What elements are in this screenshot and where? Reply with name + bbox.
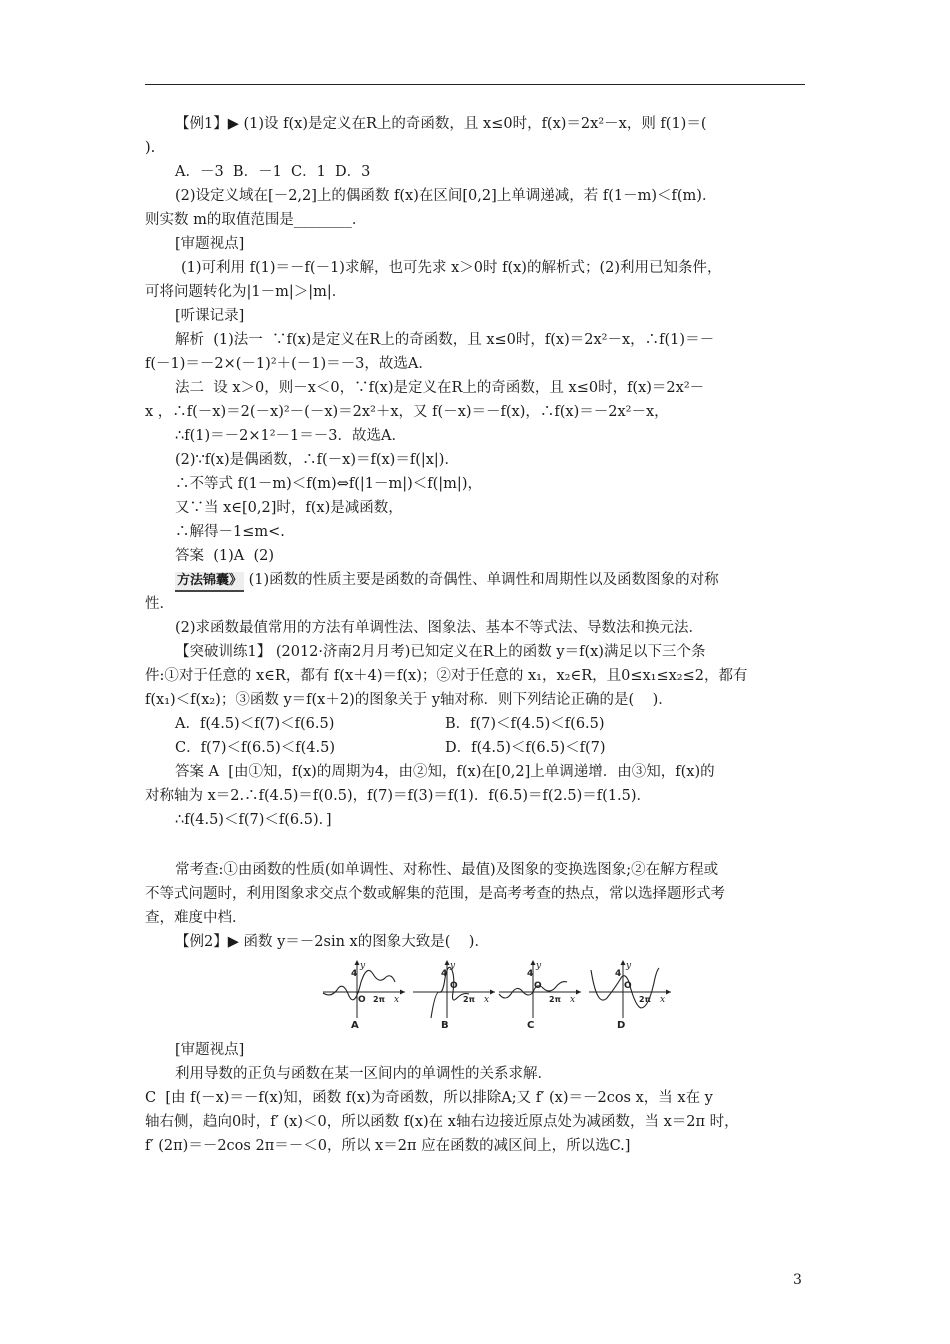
option-b: B．f(7)＜f(4.5)＜f(6.5) xyxy=(445,716,605,732)
graph-b-caption: B xyxy=(441,1020,449,1031)
graph-b-origin: O xyxy=(450,981,458,991)
example1-part2-line1: (2)设定义域在[－2,2]上的偶函数 f(x)在区间[0,2]上单调递减，若 f(1－m)＜f(m)． xyxy=(175,188,717,204)
example1-line2: ). xyxy=(145,140,156,156)
option-a: A．f(4.5)＜f(7)＜f(6.5) xyxy=(175,716,335,732)
graph-b-y-label: y xyxy=(450,961,456,971)
graph-d-label-4: 4 xyxy=(615,969,622,979)
example1-part2-line2: 则实数 m的取值范围是________． xyxy=(145,212,367,228)
graph-d-y-label: y xyxy=(626,961,632,971)
graph-option-c xyxy=(495,958,585,1032)
example2-shenti-text: 利用导数的正负与函数在某一区间内的单调性的关系求解． xyxy=(175,1066,552,1082)
training1-answer-line1: 答案 A [由①知，f(x)的周期为4，由②知，f(x)在[0,2]上单调递增．由③知，f(x)的 xyxy=(175,764,715,780)
header-rule xyxy=(145,84,805,85)
answer-line: 答案 (1)A (2) xyxy=(175,548,274,564)
training1-answer-line2: 对称轴为 x＝2.∴f(4.5)＝f(0.5)，f(7)＝f(3)＝f(1)．f(6.5)＝f(2.5)＝f(1.5)． xyxy=(145,788,652,804)
solution-line4: x ，∴f(－x)＝2(－x)²－(－x)＝2x²＋x，又 f(－x)＝－f(x)，∴f(x)＝－2x²－x， xyxy=(145,404,669,420)
training1-line2: 件:①对于任意的 x∈R，都有 f(x＋4)＝f(x)；②对于任意的 x₁，x₂∈R，且0≤x₁≤x₂≤2，都有 xyxy=(145,668,748,684)
graph-option-a xyxy=(319,958,409,1032)
example2-shenti-heading: [审题视点] xyxy=(175,1042,245,1058)
example1-choices: A．－3 B．－1 C．1 D．3 xyxy=(175,164,371,180)
graph-option-b xyxy=(409,958,499,1032)
training1-answer-line3: ∴f(4.5)＜f(7)＜f(6.5)．] xyxy=(175,812,332,828)
graph-b-label-4: 4 xyxy=(441,969,448,979)
example2-figures xyxy=(145,958,811,1032)
graph-c-caption: C xyxy=(527,1020,535,1031)
graph-a-x-label: x xyxy=(394,995,400,1005)
tingke-heading: [听课记录] xyxy=(175,308,245,324)
method-tips-label: 方法锦囊》 xyxy=(175,572,244,592)
solution-line1: 解析 (1)法一 ∵f(x)是定义在R上的奇函数，且 x≤0时，f(x)＝2x²－x，∴f(1)＝－ xyxy=(175,332,715,348)
method-tips-line xyxy=(145,568,811,592)
graph-a-caption: A xyxy=(351,1020,359,1031)
solution-line9: ∴解得－1≤m<. xyxy=(175,524,285,540)
graph-a-tick: 2π xyxy=(373,995,385,1004)
training1-line3: f(x₁)＜f(x₂)；③函数 y＝f(x＋2)的图象关于 y轴对称．则下列结论正确的是( )． xyxy=(145,692,673,708)
graph-c-tick: 2π xyxy=(549,995,561,1004)
shenti-text-line1: (1)可利用 f(1)＝－f(－1)求解，也可先求 x＞0时 f(x)的解析式；(2)利用已知条件， xyxy=(181,260,722,276)
solution-line2: f(－1)＝－2×(－1)²＋(－1)＝－3，故选A． xyxy=(145,356,433,372)
option-d: D．f(4.5)＜f(6.5)＜f(7) xyxy=(445,740,606,756)
graph-a-label-4: 4 xyxy=(351,969,358,979)
graph-c-x-label: x xyxy=(570,995,576,1005)
method-tips-text: (1)函数的性质主要是函数的奇偶性、单调性和周期性以及函数图象的对称 xyxy=(248,572,719,588)
graph-b-x-label: x xyxy=(484,995,490,1005)
graph-option-d xyxy=(585,958,675,1032)
method-tips-line2: 性． xyxy=(145,596,174,612)
document-body xyxy=(145,112,811,1158)
graph-d-tick: 2π xyxy=(639,995,651,1004)
training1-options-row2 xyxy=(145,736,811,760)
method-tips-line3: (2)求函数最值常用的方法有单调性法、图象法、基本不等式法、导数法和换元法． xyxy=(175,620,704,636)
option-c: C．f(7)＜f(6.5)＜f(4.5) xyxy=(175,740,335,756)
graph-a-y-label: y xyxy=(360,961,366,971)
changkao-line3: 查，难度中档． xyxy=(145,910,247,926)
example2-solution-line3: f′ (2π)＝－2cos 2π＝－＜0，所以 x＝2π 应在函数的减区间上，所以选C.] xyxy=(145,1138,631,1154)
graph-b-tick: 2π xyxy=(463,995,475,1004)
changkao-line2: 不等式问题时，利用图象求交点个数或解集的范围，是高考考查的热点，常以选择题形式考 xyxy=(145,886,725,902)
graph-c-origin: O xyxy=(534,981,542,991)
example2-line: 【例2】▶ 函数 y＝－2sin x的图象大致是( )． xyxy=(175,934,489,950)
solution-line8: 又∵当 x∈[0,2]时，f(x)是减函数， xyxy=(175,500,403,516)
graph-a-origin: O xyxy=(358,995,366,1005)
graph-c-label-4: 4 xyxy=(527,969,534,979)
training1-line1: 【突破训练1】 (2012·济南2月月考)已知定义在R上的函数 y＝f(x)满足以下三个条 xyxy=(175,644,706,660)
example1-line1: 【例1】▶ (1)设 f(x)是定义在R上的奇函数，且 x≤0时，f(x)＝2x²－x，则 f(1)＝( xyxy=(175,116,707,132)
solution-line6: (2)∵f(x)是偶函数，∴f(－x)＝f(x)＝f(|x|)． xyxy=(175,452,459,468)
changkao-line1: 常考查:①由函数的性质(如单调性、对称性、最值)及图象的变换选图象;②在解方程或 xyxy=(175,862,719,878)
page-number: 3 xyxy=(793,1272,802,1288)
solution-line3: 法二 设 x＞0，则－x＜0，∵f(x)是定义在R上的奇函数，且 x≤0时，f(x)＝2x²－ xyxy=(175,380,705,396)
solution-line5: ∴f(1)＝－2×1²－1＝－3．故选A． xyxy=(175,428,406,444)
shenti-text-line2: 可将问题转化为|1－m|＞|m|． xyxy=(145,284,347,300)
graph-d-origin: O xyxy=(624,981,632,991)
graph-c-y-label: y xyxy=(536,961,542,971)
solution-line7: ∴不等式 f(1－m)＜f(m)⇔f(|1－m|)＜f(|m|)， xyxy=(175,476,482,492)
example2-solution-line1: C [由 f(－x)＝－f(x)知，函数 f(x)为奇函数，所以排除A;又 f′ (x)＝－2cos x，当 x在 y xyxy=(145,1090,713,1106)
training1-options-row1 xyxy=(145,712,811,736)
graph-d-x-label: x xyxy=(660,995,666,1005)
shenti-heading: [审题视点] xyxy=(175,236,245,252)
example2-solution-line2: 轴右侧，趋向0时，f′ (x)＜0，所以函数 f(x)在 x轴右边接近原点处为减函数，当 x＝2π 时， xyxy=(145,1114,739,1130)
graph-d-caption: D xyxy=(617,1020,626,1031)
